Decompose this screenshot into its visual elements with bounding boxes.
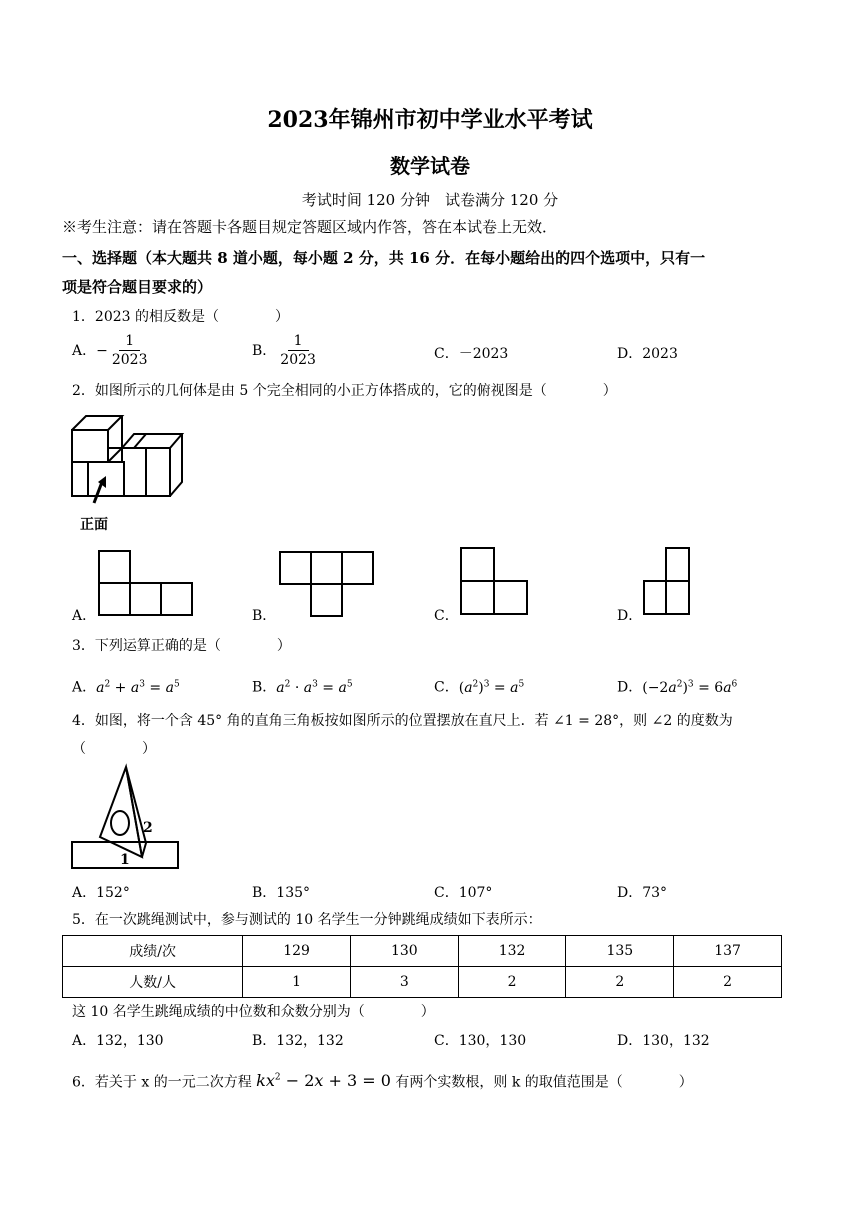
q5-question: 这 10 名学生跳绳成绩的中位数和众数分别为（ ） [72,1004,435,1020]
q3-option-d [617,675,737,697]
q2-stem: 2．如图所示的几何体是由 5 个完全相同的小正方体搭成的，它的俯视图是（ ） [72,383,617,399]
q3-a-expr: $a^2 + a^3 = a^5$ [96,679,180,696]
q1-option-d: D．2023 [617,346,678,362]
q2-option-c: C． [434,608,459,624]
q3-c-label: C． [434,679,459,696]
q3-b-label: B． [252,679,277,696]
q3-d-expr: $(-2a^2)^3 = 6a^6$ [642,679,738,696]
q1-b-numerator: 1 [288,332,309,351]
q1-a-denominator: 2023 [111,352,148,368]
q3-stem: 3．下列运算正确的是（ ） [72,638,291,654]
table-cell: 2 [566,967,674,998]
q4-stem-line2: （ ） [72,741,156,757]
q4-option-c: C．107° [434,885,493,901]
q1-a-numerator: 1 [119,332,140,351]
q1-b-fraction [280,332,316,369]
q1-b-label: B． [252,342,277,359]
table-cell: 1 [243,967,351,998]
q1-option-a [72,332,147,369]
q6-equation: $kx^2 - 2x + 3 = 0$ [256,1071,391,1091]
q5-score-table [62,935,782,998]
q5-option-c: C．130，130 [434,1033,527,1049]
table-cell: 130 [350,936,458,967]
q2-front-label: 正面 [80,517,108,533]
table-cell: 2 [458,967,566,998]
q6-stem [72,1069,693,1091]
q1-option-c: C．－2023 [434,346,509,362]
exam-notice: ※考生注意：请在答题卡各题目规定答题区域内作答，答在本试卷上无效． [62,218,558,236]
q4-option-d: D．73° [617,885,668,901]
q3-option-a [72,675,180,697]
q2-option-d-figure [643,547,691,617]
q2-option-d: D． [617,608,643,624]
q3-d-label: D． [617,679,643,696]
table-row [63,967,782,998]
table-cell: 135 [566,936,674,967]
q1-a-fraction [112,332,148,369]
q1-stem: 1．2023 的相反数是（ ） [72,309,289,325]
section-heading-line1: 一、选择题（本大题共 8 道小题，每小题 2 分，共 16 分．在每小题给出的四个选项中，只有一 [62,249,706,267]
table-row [63,936,782,967]
exam-subtitle: 数学试卷 [390,154,470,178]
table-cell: 3 [350,967,458,998]
q5-option-d: D．130，132 [617,1033,710,1049]
q6-stem-post: 有两个实数根，则 k 的取值范围是（ ） [395,1074,693,1091]
q2-option-a: A． [72,608,97,624]
q4-angle1-label: 1 [120,852,130,868]
exam-info: 考试时间 120 分钟 试卷满分 120 分 [301,191,559,209]
exam-title: 2023年锦州市初中学业水平考试 [267,107,593,133]
q5-stem: 5．在一次跳绳测试中，参与测试的 10 名学生一分钟跳绳成绩如下表所示： [72,912,542,928]
q5-option-a: A．132，130 [72,1033,164,1049]
q1-b-denominator: 2023 [280,352,316,368]
table-cell: 137 [674,936,782,967]
q3-a-label: A． [72,679,97,696]
q2-cube-figure [70,410,190,505]
q4-stem-line1: 4．如图，将一个含 45° 角的直角三角板按如图所示的位置摆放在直尺上．若 ∠1 = 28°，则 ∠2 的度数为 [72,713,733,729]
q4-angle2-label: 2 [143,820,153,836]
q4-option-a: A．152° [72,885,130,901]
q2-option-c-figure [460,547,530,617]
q3-option-b [252,675,353,697]
table-cell: 129 [243,936,351,967]
table-cell: 人数/人 [63,967,243,998]
q2-option-b-figure [279,551,375,617]
q3-b-expr: $a^2 \cdot a^3 = a^5$ [276,679,353,696]
q3-option-c [434,675,524,697]
section-heading-line2: 项是符合题目要求的） [62,278,213,296]
table-cell: 成绩/次 [63,936,243,967]
q2-option-a-figure [98,550,194,616]
q6-stem-pre: 6．若关于 x 的一元二次方程 [72,1074,252,1091]
q1-option-b [252,332,316,369]
table-cell: 2 [674,967,782,998]
q5-option-b: B．132，132 [252,1033,344,1049]
table-cell: 132 [458,936,566,967]
q3-c-expr: $(a^2)^3 = a^5$ [458,679,525,696]
q4-option-b: B．135° [252,885,311,901]
q2-option-b: B． [252,608,277,624]
q1-a-label: A．− [72,342,108,359]
q4-ruler-triangle-figure [70,765,182,875]
